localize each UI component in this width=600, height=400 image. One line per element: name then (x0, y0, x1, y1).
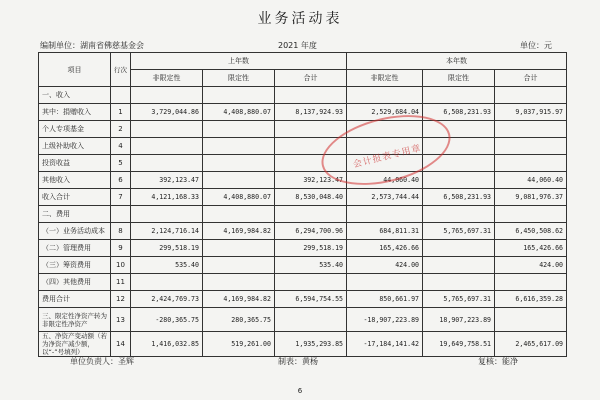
cell-curr-total: 9,037,915.97 (495, 104, 567, 121)
cell-curr-restricted: 6,508,231.93 (423, 189, 495, 206)
cell-prev-total (275, 121, 347, 138)
header-prev-restricted: 限定性 (203, 70, 275, 87)
table-row (39, 257, 567, 274)
table-row (39, 206, 567, 223)
cell-prev-restricted (203, 138, 275, 155)
table-row (39, 223, 567, 240)
row-index: 12 (111, 291, 131, 308)
page-number: 6 (297, 387, 303, 395)
row-index: 1 (111, 104, 131, 121)
row-label: （一）业务活动成本 (39, 223, 111, 240)
cell-prev-total: 6,594,754.55 (275, 291, 347, 308)
cell-prev-unrestricted: 299,518.19 (131, 240, 203, 257)
cell-curr-total: 6,450,508.62 (495, 223, 567, 240)
footer-leader: 单位负责人：圣辉 (70, 357, 134, 366)
cell-curr-unrestricted: 424.00 (347, 257, 423, 274)
table-row (39, 189, 567, 206)
cell-curr-restricted (423, 206, 495, 223)
cell-curr-total (495, 206, 567, 223)
cell-curr-total: 9,081,976.37 (495, 189, 567, 206)
cell-curr-restricted: 19,649,758.51 (423, 332, 495, 357)
row-label: （四）其他费用 (39, 274, 111, 291)
table-row (39, 308, 567, 332)
row-label: 其他收入 (39, 172, 111, 189)
cell-curr-restricted (423, 87, 495, 104)
cell-prev-restricted: 519,261.00 (203, 332, 275, 357)
row-label: 收入合计 (39, 189, 111, 206)
row-index: 7 (111, 189, 131, 206)
cell-prev-restricted: 4,408,880.07 (203, 104, 275, 121)
table-body (39, 87, 567, 357)
cell-prev-restricted (203, 257, 275, 274)
page-title: 业务活动表 (257, 11, 343, 27)
cell-prev-unrestricted (131, 138, 203, 155)
cell-prev-restricted (203, 87, 275, 104)
cell-prev-unrestricted (131, 121, 203, 138)
cell-prev-unrestricted: 2,424,769.73 (131, 291, 203, 308)
cell-curr-total: 6,616,359.28 (495, 291, 567, 308)
cell-curr-total (495, 308, 567, 332)
cell-curr-unrestricted: 684,811.31 (347, 223, 423, 240)
header-row-number: 行次 (111, 53, 131, 87)
cell-curr-restricted: 18,907,223.89 (423, 308, 495, 332)
table-row (39, 332, 567, 357)
cell-prev-total: 535.40 (275, 257, 347, 274)
cell-curr-unrestricted (347, 274, 423, 291)
cell-curr-total: 424.00 (495, 257, 567, 274)
seal-stamp-text: 会计报表专用章 (352, 143, 423, 171)
cell-curr-unrestricted: 44,060.40 (347, 172, 423, 189)
cell-curr-unrestricted: -17,184,141.42 (347, 332, 423, 357)
row-label: 三、限定性净资产转为非限定性净资产 (39, 308, 111, 332)
cell-prev-unrestricted: 392,123.47 (131, 172, 203, 189)
cell-prev-total: 8,530,048.40 (275, 189, 347, 206)
footer-preparer: 制表：黄杨 (278, 357, 318, 366)
cell-curr-total (495, 121, 567, 138)
header-prev-unrestricted: 非限定性 (131, 70, 203, 87)
cell-curr-restricted (423, 274, 495, 291)
header-prev-total: 合计 (275, 70, 347, 87)
cell-curr-unrestricted: -18,907,223.89 (347, 308, 423, 332)
table-row (39, 240, 567, 257)
row-label: 上级补助收入 (39, 138, 111, 155)
cell-curr-total (495, 155, 567, 172)
cell-prev-restricted (203, 121, 275, 138)
cell-prev-unrestricted (131, 206, 203, 223)
cell-prev-unrestricted (131, 155, 203, 172)
cell-curr-restricted: 6,508,231.93 (423, 104, 495, 121)
cell-prev-unrestricted: 2,124,716.14 (131, 223, 203, 240)
header-item: 项目 (39, 53, 111, 87)
table-row (39, 155, 567, 172)
cell-curr-restricted (423, 240, 495, 257)
row-label: 二、费用 (39, 206, 111, 223)
footer-reviewer: 复核：能净 (478, 357, 518, 366)
table-row (39, 138, 567, 155)
row-index (111, 87, 131, 104)
cell-curr-total: 165,426.66 (495, 240, 567, 257)
cell-prev-restricted: 4,408,880.07 (203, 189, 275, 206)
cell-curr-restricted (423, 172, 495, 189)
row-label: 其中：捐赠收入 (39, 104, 111, 121)
table-row (39, 87, 567, 104)
cell-curr-total (495, 274, 567, 291)
header-prev-year: 上年数 (131, 53, 347, 70)
row-index: 6 (111, 172, 131, 189)
cell-prev-restricted (203, 274, 275, 291)
cell-curr-total (495, 87, 567, 104)
row-index: 14 (111, 332, 131, 357)
cell-curr-unrestricted: 2,573,744.44 (347, 189, 423, 206)
cell-prev-unrestricted: 535.40 (131, 257, 203, 274)
cell-curr-unrestricted (347, 87, 423, 104)
row-label: （二）管理费用 (39, 240, 111, 257)
row-label: 个人专项基金 (39, 121, 111, 138)
cell-prev-restricted (203, 240, 275, 257)
cell-curr-total (495, 138, 567, 155)
cell-prev-restricted (203, 172, 275, 189)
table-row (39, 172, 567, 189)
cell-prev-restricted: 4,169,984.82 (203, 223, 275, 240)
header-curr-unrestricted: 非限定性 (347, 70, 423, 87)
cell-curr-restricted: 5,765,697.31 (423, 291, 495, 308)
cell-prev-restricted: 280,365.75 (203, 308, 275, 332)
header-curr-total: 合计 (495, 70, 567, 87)
cell-curr-unrestricted: 2,529,684.04 (347, 104, 423, 121)
cell-prev-unrestricted: 3,729,044.86 (131, 104, 203, 121)
cell-curr-unrestricted (347, 206, 423, 223)
cell-curr-total: 44,060.40 (495, 172, 567, 189)
cell-prev-total: 8,137,924.93 (275, 104, 347, 121)
row-index: 13 (111, 308, 131, 332)
cell-prev-restricted (203, 155, 275, 172)
cell-prev-unrestricted: 4,121,168.33 (131, 189, 203, 206)
cell-prev-unrestricted (131, 274, 203, 291)
row-label: 费用合计 (39, 291, 111, 308)
cell-prev-total: 1,935,293.85 (275, 332, 347, 357)
row-index: 4 (111, 138, 131, 155)
row-label: 五、净资产变动额（若为净资产减少额，以“-”号填列） (39, 332, 111, 357)
fiscal-year: 2021 年度 (278, 41, 317, 50)
row-index: 11 (111, 274, 131, 291)
cell-curr-unrestricted: 850,661.97 (347, 291, 423, 308)
cell-prev-total: 392,123.47 (275, 172, 347, 189)
cell-curr-unrestricted: 165,426.66 (347, 240, 423, 257)
row-index: 8 (111, 223, 131, 240)
cell-curr-restricted (423, 257, 495, 274)
cell-prev-total (275, 274, 347, 291)
cell-prev-unrestricted: 1,416,032.85 (131, 332, 203, 357)
cell-prev-total: 6,294,700.96 (275, 223, 347, 240)
activity-table (38, 52, 567, 357)
row-index (111, 206, 131, 223)
cell-prev-total (275, 206, 347, 223)
cell-curr-total: 2,465,617.09 (495, 332, 567, 357)
row-label: （三）筹资费用 (39, 257, 111, 274)
table-row (39, 291, 567, 308)
row-index: 5 (111, 155, 131, 172)
cell-prev-restricted: 4,169,984.82 (203, 291, 275, 308)
row-index: 9 (111, 240, 131, 257)
cell-prev-restricted (203, 206, 275, 223)
cell-prev-total: 299,518.19 (275, 240, 347, 257)
row-label: 投资收益 (39, 155, 111, 172)
table-row (39, 121, 567, 138)
table-row (39, 274, 567, 291)
row-label: 一、收入 (39, 87, 111, 104)
cell-prev-unrestricted (131, 87, 203, 104)
row-index: 10 (111, 257, 131, 274)
organization: 编制单位：湖南省佛慈基金会 (40, 41, 144, 50)
cell-prev-unrestricted: -280,365.75 (131, 308, 203, 332)
cell-curr-restricted: 5,765,697.31 (423, 223, 495, 240)
table-row (39, 104, 567, 121)
row-index: 2 (111, 121, 131, 138)
cell-prev-total (275, 87, 347, 104)
header-curr-restricted: 限定性 (423, 70, 495, 87)
currency-unit: 单位：元 (520, 41, 552, 50)
cell-prev-total (275, 308, 347, 332)
header-curr-year: 本年数 (347, 53, 567, 70)
